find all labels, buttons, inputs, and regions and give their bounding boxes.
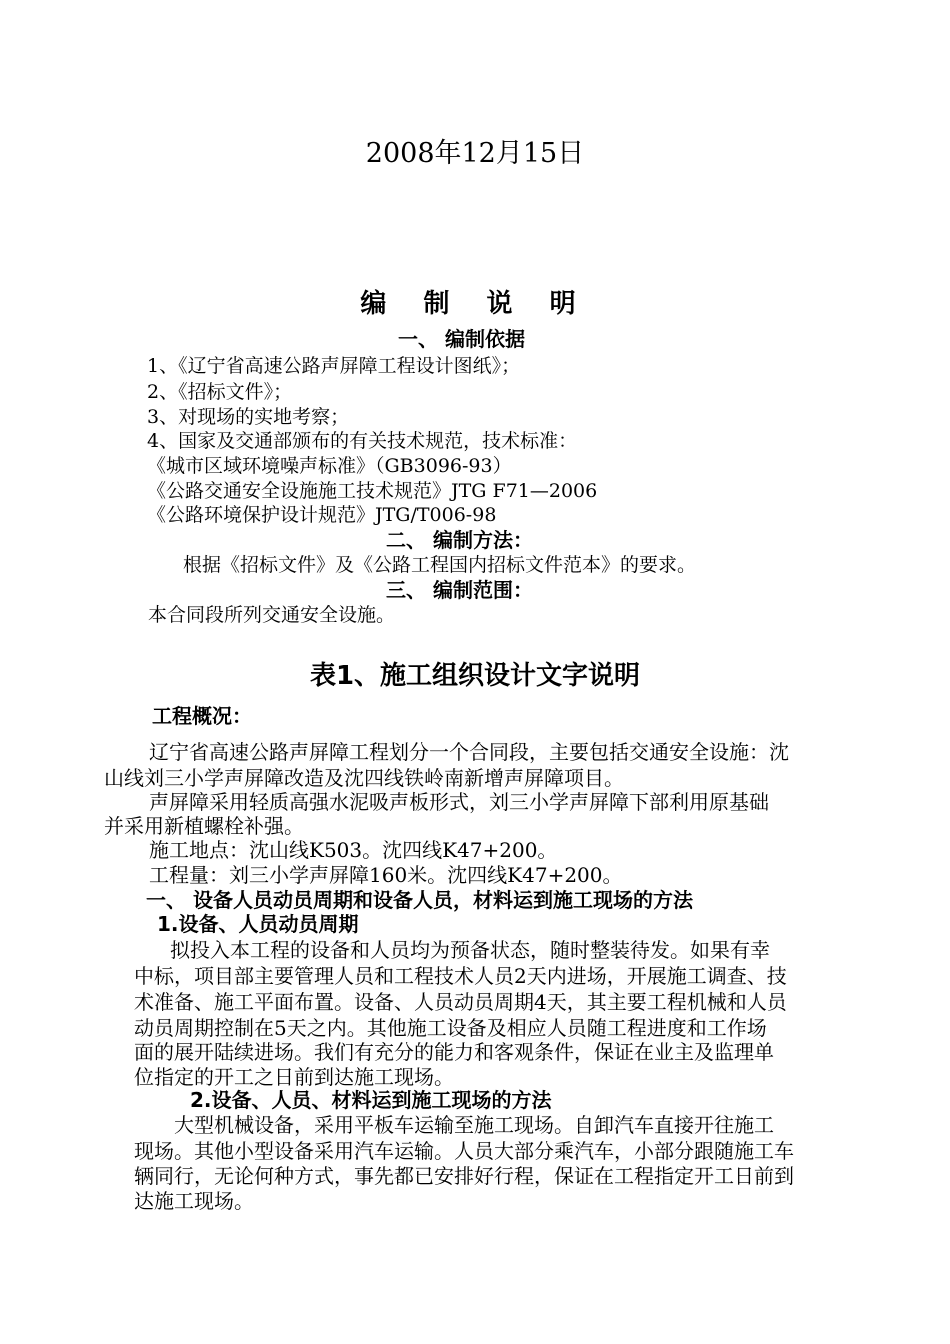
basis-item: 1、《辽宁省高速公路声屏障工程设计图纸》； bbox=[147, 355, 521, 377]
mobilization-line: 达施工现场。 bbox=[134, 1189, 254, 1213]
mobilization-line: 现场。其他小型设备采用汽车运输。人员大部分乘汽车，小部分跟随施工车 bbox=[134, 1139, 794, 1163]
basis-item: 《城市区域环境噪声标准》（GB3096-93） bbox=[147, 455, 512, 477]
overview-line: 并采用新植螺栓补强。 bbox=[104, 814, 304, 838]
overview-line: 声屏障采用轻质高强水泥吸声板形式，刘三小学声屏障下部利用原基础 bbox=[149, 790, 769, 814]
mobilization-sub2-heading: 2.设备、人员、材料运到施工现场的方法 bbox=[190, 1088, 552, 1112]
basis-item: 3、对现场的实地考察； bbox=[147, 406, 350, 428]
overview-line: 山线刘三小学声屏障改造及沈四线铁岭南新增声屏障项目。 bbox=[104, 766, 624, 790]
overview-line: 施工地点：沈山线K503。沈四线K47+200。 bbox=[149, 838, 558, 862]
basis-item: 2、《招标文件》； bbox=[147, 381, 293, 403]
overview-line: 辽宁省高速公路声屏障工程划分一个合同段，主要包括交通安全设施：沈 bbox=[149, 740, 789, 764]
document-date: 2008年12月15日 bbox=[365, 138, 585, 169]
method-heading: 二、 编制方法： bbox=[386, 528, 533, 552]
mobilization-line: 位指定的开工之日前到达施工现场。 bbox=[134, 1065, 454, 1089]
mobilization-line: 中标，项目部主要管理人员和工程技术人员2天内进场，开展施工调查、技 bbox=[134, 964, 787, 988]
scope-heading: 三、 编制范围： bbox=[386, 578, 533, 602]
overview-heading: 工程概况： bbox=[152, 704, 252, 728]
overview-line: 工程量：刘三小学声屏障160米。沈四线K47+200。 bbox=[149, 863, 623, 887]
document-title: 编 制 说 明 bbox=[360, 289, 590, 319]
basis-item: 《公路环境保护设计规范》JTG/T006-98 bbox=[147, 504, 497, 526]
method-text: 根据《招标文件》及《公路工程国内招标文件范本》的要求。 bbox=[183, 554, 697, 576]
mobilization-line: 拟投入本工程的设备和人员均为预备状态，随时整装待发。如果有幸 bbox=[170, 938, 770, 962]
basis-item: 4、国家及交通部颁布的有关技术规范，技术标准： bbox=[147, 430, 578, 452]
scope-text: 本合同段所列交通安全设施。 bbox=[148, 604, 396, 626]
basis-heading: 一、 编制依据 bbox=[398, 327, 525, 351]
basis-item: 《公路交通安全设施施工技术规范》JTG F71—2006 bbox=[147, 480, 598, 502]
mobilization-sub1-heading: 1.设备、人员动员周期 bbox=[157, 912, 359, 936]
mobilization-line: 动员周期控制在5天之内。其他施工设备及相应人员随工程进度和工作场 bbox=[134, 1016, 767, 1040]
mobilization-line: 大型机械设备，采用平板车运输至施工现场。自卸汽车直接开往施工 bbox=[174, 1113, 774, 1137]
mobilization-line: 术准备、施工平面布置。设备、人员动员周期4天，其主要工程机械和人员 bbox=[134, 990, 787, 1014]
mobilization-line: 面的展开陆续进场。我们有充分的能力和客观条件，保证在业主及监理单 bbox=[134, 1040, 774, 1064]
table-title: 表1、施工组织设计文字说明 bbox=[309, 661, 641, 691]
mobilization-heading: 一、 设备人员动员周期和设备人员，材料运到施工现场的方法 bbox=[146, 888, 693, 912]
mobilization-line: 辆同行，无论何种方式，事先都已安排好行程，保证在工程指定开工日前到 bbox=[134, 1164, 794, 1188]
